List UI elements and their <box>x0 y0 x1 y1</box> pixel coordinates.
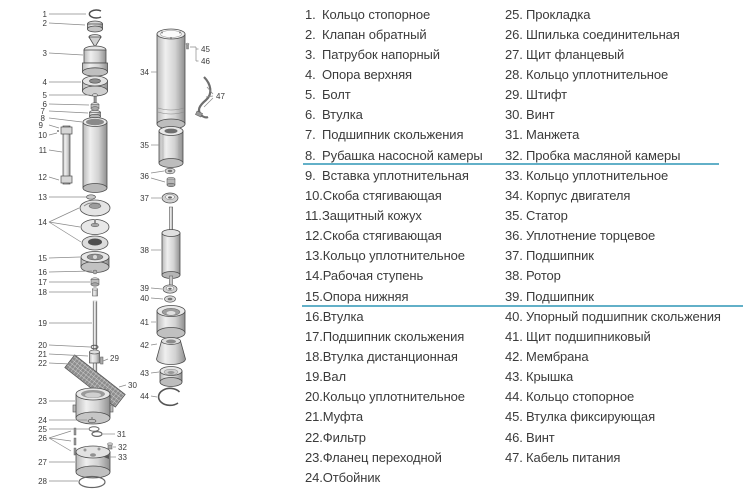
parts-list-item <box>505 85 752 105</box>
callout-42: 42 <box>140 341 149 350</box>
part-coupling-21 <box>90 350 100 363</box>
part-bushing-16 <box>93 270 97 274</box>
part-lower-support-15 <box>81 252 109 273</box>
part-label: Мембрана <box>526 348 589 364</box>
callout-45: 45 <box>201 45 210 54</box>
part-power-cable-47 <box>195 77 210 117</box>
part-number: 28. <box>505 66 523 82</box>
parts-list-item <box>305 125 503 145</box>
part-label: Шпилька соединительная <box>526 26 680 42</box>
part-label: Ротор <box>526 268 561 284</box>
part-pin-29 <box>101 357 104 364</box>
part-number: 33. <box>505 167 523 183</box>
part-label: Фланец переходной <box>322 449 442 465</box>
part-label: Защитный кожух <box>322 207 422 223</box>
part-seal-ring-13 <box>87 195 96 199</box>
part-number: 1. <box>305 6 316 22</box>
callout-10: 10 <box>38 131 47 140</box>
parts-list-item <box>505 286 752 306</box>
part-number: 32. <box>505 147 523 163</box>
part-number: 42. <box>505 348 523 364</box>
part-number: 25. <box>505 6 523 22</box>
parts-list-item <box>305 246 503 266</box>
part-label: Уплотнение торцевое <box>526 228 656 244</box>
part-number: 37. <box>505 248 523 264</box>
part-number: 27. <box>505 46 523 62</box>
part-check-valve-2 <box>88 21 103 47</box>
part-studs-26 <box>74 428 76 455</box>
part-label: Штифт <box>526 87 567 103</box>
part-label: Болт <box>322 87 351 103</box>
part-number: 15. <box>305 288 323 304</box>
part-number: 41. <box>505 328 523 344</box>
part-rotor-38 <box>162 207 180 287</box>
part-number: 43. <box>505 369 523 385</box>
part-number: 34. <box>505 187 523 203</box>
part-label: Подшипник <box>526 248 594 264</box>
part-number: 26. <box>505 26 523 42</box>
part-stator-35 <box>159 127 183 168</box>
parts-list-item <box>305 286 503 306</box>
part-label: Втулка фиксирующая <box>526 409 656 425</box>
part-oil-plug-32 <box>107 443 112 449</box>
callout-29: 29 <box>110 354 119 363</box>
part-label: Рабочая ступень <box>322 268 424 284</box>
part-number: 7. <box>305 127 316 143</box>
part-label: Кольцо уплотнительное <box>322 389 465 405</box>
part-slide-bearing-17 <box>91 278 99 286</box>
part-number: 47. <box>505 449 523 465</box>
callout-6: 6 <box>42 100 47 109</box>
part-label: Щит фланцевый <box>526 46 625 62</box>
parts-list-item <box>505 185 752 205</box>
parts-list-item <box>505 44 752 64</box>
part-bearing-37 <box>162 193 178 203</box>
callout-14: 14 <box>38 218 47 227</box>
callout-13: 13 <box>38 193 47 202</box>
callout-16: 16 <box>38 268 47 277</box>
part-number: 18. <box>305 348 323 364</box>
part-label: Кольцо уплотнительное <box>322 248 465 264</box>
parts-list-item <box>305 165 503 185</box>
parts-list-item <box>505 205 752 225</box>
parts-list-item <box>305 44 503 64</box>
callout-5: 5 <box>42 91 47 100</box>
parts-list-item <box>305 427 503 447</box>
parts-list-item <box>305 185 503 205</box>
callout-25: 25 <box>38 425 47 434</box>
callout-23: 23 <box>38 397 47 406</box>
part-label: Муфта <box>322 409 364 425</box>
callout-33: 33 <box>118 453 127 462</box>
callout-19: 19 <box>38 319 47 328</box>
parts-list-item <box>305 4 503 24</box>
part-label: Пробка масляной камеры <box>526 147 681 163</box>
parts-list-item <box>505 64 752 84</box>
parts-list-item <box>305 306 503 326</box>
callout-4: 4 <box>42 78 47 87</box>
part-label: Опора верхняя <box>322 66 412 82</box>
parts-list-item <box>505 165 752 185</box>
callout-1: 1 <box>42 10 47 19</box>
callout-3: 3 <box>42 49 47 58</box>
part-number: 36. <box>505 228 523 244</box>
part-shaft-19 <box>93 300 97 375</box>
part-number: 20. <box>305 389 323 405</box>
callout-44: 44 <box>140 392 149 401</box>
callout-8: 8 <box>40 114 45 123</box>
callout-17: 17 <box>38 278 47 287</box>
part-label: Скоба стягивающая <box>322 187 442 203</box>
part-label: Втулка <box>322 107 363 123</box>
part-label: Крышка <box>526 369 574 385</box>
callout-12: 12 <box>38 173 47 182</box>
parts-list-item <box>505 367 752 387</box>
part-label: Подшипник скольжения <box>322 127 464 143</box>
part-label: Кабель питания <box>526 449 621 465</box>
part-number: 8. <box>305 147 316 163</box>
callout-40: 40 <box>140 294 149 303</box>
callout-47: 47 <box>216 92 225 101</box>
part-fixing-screw-45-46 <box>186 43 189 49</box>
callout-27: 27 <box>38 458 47 467</box>
part-label: Упорный подшипник скольжения <box>526 308 721 324</box>
part-label: Кольцо уплотнительное <box>526 66 669 82</box>
part-number: 9. <box>305 167 316 183</box>
part-label: Кольцо стопорное <box>526 389 635 405</box>
part-number: 40. <box>505 308 523 324</box>
part-cover-43 <box>160 367 182 387</box>
part-label: Корпус двигателя <box>526 187 631 203</box>
parts-list-item <box>305 226 503 246</box>
parts-list-item <box>305 467 503 487</box>
parts-list-item <box>305 387 503 407</box>
part-number: 11. <box>305 207 322 223</box>
callout-36: 36 <box>140 172 149 181</box>
part-label: Скоба стягивающая <box>322 228 442 244</box>
callout-24: 24 <box>38 416 47 425</box>
part-snap-ring-44 <box>159 388 180 405</box>
parts-list-item <box>305 205 503 225</box>
part-number: 35. <box>505 207 523 223</box>
parts-list-item <box>505 306 752 326</box>
part-number: 29. <box>505 87 523 103</box>
part-bearing-shield-41 <box>157 306 185 339</box>
part-number: 4. <box>305 66 316 82</box>
part-number: 23. <box>305 449 323 465</box>
part-label: Подшипник скольжения <box>322 328 465 344</box>
parts-list-item <box>305 447 503 467</box>
parts-list-right-column <box>505 4 752 467</box>
parts-list-item <box>505 346 752 366</box>
parts-list-item <box>505 447 752 467</box>
part-label: Кольцо уплотнительное <box>526 167 669 183</box>
callout-20: 20 <box>38 341 47 350</box>
part-number: 3. <box>305 46 316 62</box>
part-label: Рубашка насосной камеры <box>322 147 483 163</box>
parts-list-item <box>505 4 752 24</box>
part-mechanical-seal-36 <box>165 168 175 187</box>
parts-list-item <box>505 266 752 286</box>
callout-9: 9 <box>38 121 43 130</box>
part-label: Отбойник <box>322 469 381 485</box>
part-pump-stages-14 <box>80 200 110 250</box>
callout-18: 18 <box>38 288 47 297</box>
part-label: Манжета <box>526 127 580 143</box>
part-number: 38. <box>505 268 523 284</box>
part-label: Подшипник <box>526 288 594 304</box>
motor-assembly <box>157 29 211 405</box>
callout-26: 26 <box>38 434 47 443</box>
callout-15: 15 <box>38 254 47 263</box>
callout-7: 7 <box>40 107 45 116</box>
callout-22: 22 <box>38 359 47 368</box>
part-number: 14. <box>305 268 323 284</box>
callout-37: 37 <box>140 194 149 203</box>
callout-labels <box>38 10 225 486</box>
part-motor-housing-34 <box>157 29 185 129</box>
part-jacket-8 <box>83 118 107 193</box>
callout-32: 32 <box>118 443 127 452</box>
parts-list-item <box>305 346 503 366</box>
parts-list-item <box>505 105 752 125</box>
part-label: Щит подшипниковый <box>526 328 651 344</box>
parts-list-item <box>305 64 503 84</box>
part-label: Кольцо стопорное <box>322 6 431 22</box>
part-label: Втулка <box>322 308 364 324</box>
parts-list-item <box>305 407 503 427</box>
parts-list-item <box>505 24 752 44</box>
part-bearing-39 <box>163 285 177 293</box>
part-number: 39. <box>505 288 523 304</box>
callout-30: 30 <box>128 381 137 390</box>
part-number: 45. <box>505 409 523 425</box>
parts-list-left-column <box>305 4 503 487</box>
part-label: Прокладка <box>526 6 591 22</box>
part-gasket-25 <box>89 427 99 431</box>
part-upper-support-4 <box>83 76 108 96</box>
callout-2: 2 <box>42 19 47 28</box>
callout-38: 38 <box>140 246 149 255</box>
part-discharge-pipe-3 <box>83 46 108 76</box>
exploded-diagram <box>0 0 300 500</box>
callout-28: 28 <box>38 477 47 486</box>
part-number: 31. <box>505 127 523 143</box>
parts-list-item <box>505 246 752 266</box>
callout-46: 46 <box>201 57 210 66</box>
parts-list-item <box>505 407 752 427</box>
parts-list-item <box>305 105 503 125</box>
part-label: Клапан обратный <box>322 26 427 42</box>
part-number: 16. <box>305 308 323 324</box>
part-label: Опора нижняя <box>322 288 409 304</box>
part-snap-ring-1 <box>89 10 101 18</box>
part-number: 22. <box>305 429 323 445</box>
part-bushing-6 <box>91 103 99 111</box>
callout-31: 31 <box>117 430 126 439</box>
callout-41: 41 <box>140 318 149 327</box>
part-number: 24. <box>305 469 323 485</box>
pump-assembly <box>57 10 125 488</box>
separator-line-bottom <box>302 305 743 307</box>
parts-list-item <box>305 326 503 346</box>
part-number: 5. <box>305 87 316 103</box>
part-label: Вставка уплотнительная <box>322 167 469 183</box>
part-number: 46. <box>505 429 523 445</box>
callout-11: 11 <box>38 146 47 155</box>
part-bolt-5 <box>92 94 97 104</box>
part-label: Фильтр <box>322 429 366 445</box>
part-flange-shield-27 <box>76 446 110 478</box>
part-thrust-bearing-40 <box>165 296 176 302</box>
callout-39: 39 <box>140 284 149 293</box>
part-label: Втулка дистанционная <box>322 348 458 364</box>
parts-list-item <box>505 226 752 246</box>
separator-line-top <box>303 163 719 165</box>
parts-list-item <box>505 387 752 407</box>
part-number: 2. <box>305 26 316 42</box>
part-label: Патрубок напорный <box>322 46 440 62</box>
part-number: 13. <box>305 248 323 264</box>
part-number: 19. <box>305 369 323 385</box>
part-label: Статор <box>526 207 568 223</box>
part-cuff-31 <box>92 432 102 437</box>
part-label: Вал <box>322 369 346 385</box>
parts-list-item <box>305 85 503 105</box>
part-label: Винт <box>526 429 555 445</box>
callout-34: 34 <box>140 68 149 77</box>
parts-list-item <box>305 24 503 44</box>
callout-43: 43 <box>140 369 149 378</box>
parts-list-item <box>305 367 503 387</box>
part-membrane-42 <box>157 338 186 365</box>
part-label: Винт <box>526 107 555 123</box>
part-number: 12. <box>305 228 323 244</box>
part-number: 30. <box>505 107 523 123</box>
parts-list-item <box>305 266 503 286</box>
part-protective-casing-11 <box>57 126 72 184</box>
part-number: 21. <box>305 409 323 425</box>
parts-list-item <box>505 326 752 346</box>
part-number: 6. <box>305 107 316 123</box>
part-number: 10. <box>305 187 323 203</box>
parts-list-item <box>505 125 752 145</box>
part-spacer-sleeve-18 <box>93 288 98 296</box>
callout-21: 21 <box>38 350 47 359</box>
parts-list-item <box>505 427 752 447</box>
part-number: 17. <box>305 328 323 344</box>
part-number: 44. <box>505 389 523 405</box>
callout-35: 35 <box>140 141 149 150</box>
